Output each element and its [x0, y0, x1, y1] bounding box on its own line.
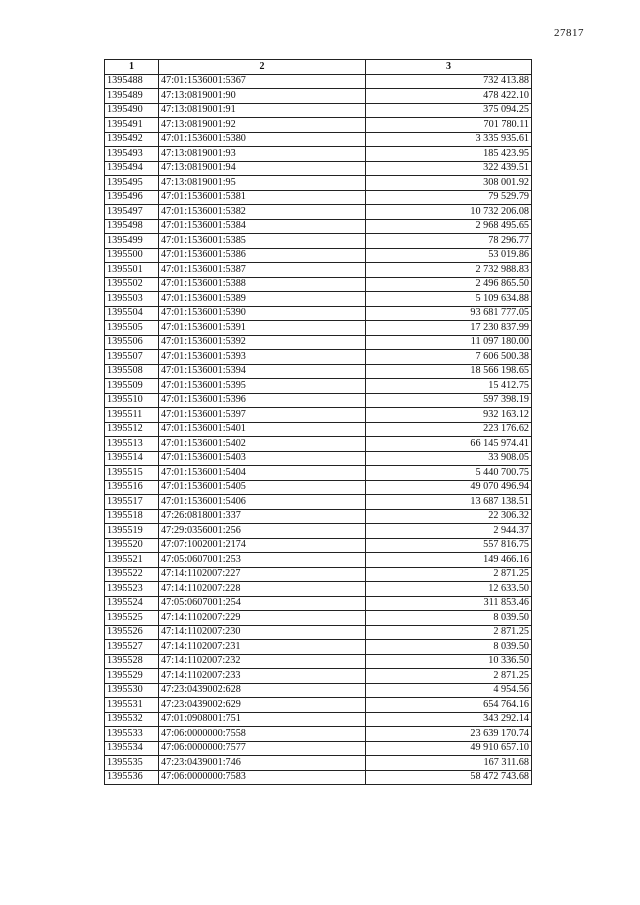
- row-number-cell: 1395510: [105, 393, 159, 408]
- value-cell: 4 954.56: [366, 683, 532, 698]
- row-number-cell: 1395525: [105, 611, 159, 626]
- row-number-cell: 1395530: [105, 683, 159, 698]
- table-row: [105, 379, 532, 394]
- cadastral-number-cell: 47:13:0819001:90: [159, 89, 366, 104]
- cadastral-number-cell: 47:26:0818001:337: [159, 509, 366, 524]
- table-row: [105, 509, 532, 524]
- data-table: [104, 59, 532, 785]
- table-row: [105, 770, 532, 785]
- value-cell: 58 472 743.68: [366, 770, 532, 785]
- value-cell: 167 311.68: [366, 756, 532, 771]
- column-header-2: 2: [159, 60, 366, 75]
- table-row: [105, 495, 532, 510]
- row-number-cell: 1395520: [105, 538, 159, 553]
- value-cell: 2 944.37: [366, 524, 532, 539]
- row-number-cell: 1395515: [105, 466, 159, 481]
- value-cell: 22 306.32: [366, 509, 532, 524]
- cadastral-number-cell: 47:01:1536001:5390: [159, 306, 366, 321]
- table-row: [105, 364, 532, 379]
- table-row: [105, 132, 532, 147]
- table-row: [105, 147, 532, 162]
- value-cell: 375 094.25: [366, 103, 532, 118]
- row-number-cell: 1395501: [105, 263, 159, 278]
- value-cell: 93 681 777.05: [366, 306, 532, 321]
- cadastral-number-cell: 47:01:1536001:5367: [159, 74, 366, 89]
- cadastral-number-cell: 47:01:1536001:5403: [159, 451, 366, 466]
- cadastral-number-cell: 47:29:0356001:256: [159, 524, 366, 539]
- row-number-cell: 1395493: [105, 147, 159, 162]
- table-row: [105, 625, 532, 640]
- value-cell: 23 639 170.74: [366, 727, 532, 742]
- table-row: [105, 103, 532, 118]
- row-number-cell: 1395513: [105, 437, 159, 452]
- table-row: [105, 161, 532, 176]
- table-row: [105, 205, 532, 220]
- row-number-cell: 1395490: [105, 103, 159, 118]
- cadastral-number-cell: 47:14:1102007:228: [159, 582, 366, 597]
- table-row: [105, 698, 532, 713]
- value-cell: 49 070 496.94: [366, 480, 532, 495]
- table-row: [105, 277, 532, 292]
- row-number-cell: 1395521: [105, 553, 159, 568]
- table-row: [105, 596, 532, 611]
- value-cell: 33 908.05: [366, 451, 532, 466]
- cadastral-number-cell: 47:01:1536001:5392: [159, 335, 366, 350]
- value-cell: 654 764.16: [366, 698, 532, 713]
- cadastral-number-cell: 47:01:1536001:5382: [159, 205, 366, 220]
- table-row: [105, 335, 532, 350]
- table-row: [105, 669, 532, 684]
- row-number-cell: 1395535: [105, 756, 159, 771]
- value-cell: 5 440 700.75: [366, 466, 532, 481]
- cadastral-number-cell: 47:01:1536001:5381: [159, 190, 366, 205]
- value-cell: 10 732 206.08: [366, 205, 532, 220]
- page-number: 27817: [554, 27, 584, 39]
- row-number-cell: 1395527: [105, 640, 159, 655]
- table-row: [105, 683, 532, 698]
- value-cell: 149 466.16: [366, 553, 532, 568]
- value-cell: 932 163.12: [366, 408, 532, 423]
- cadastral-number-cell: 47:07:1002001:2174: [159, 538, 366, 553]
- cadastral-number-cell: 47:01:1536001:5385: [159, 234, 366, 249]
- row-number-cell: 1395523: [105, 582, 159, 597]
- value-cell: 11 097 180.00: [366, 335, 532, 350]
- value-cell: 13 687 138.51: [366, 495, 532, 510]
- row-number-cell: 1395514: [105, 451, 159, 466]
- row-number-cell: 1395519: [105, 524, 159, 539]
- row-number-cell: 1395516: [105, 480, 159, 495]
- cadastral-number-cell: 47:14:1102007:230: [159, 625, 366, 640]
- row-number-cell: 1395504: [105, 306, 159, 321]
- row-number-cell: 1395511: [105, 408, 159, 423]
- cadastral-number-cell: 47:01:1536001:5406: [159, 495, 366, 510]
- row-number-cell: 1395508: [105, 364, 159, 379]
- row-number-cell: 1395533: [105, 727, 159, 742]
- table-body: [105, 74, 532, 785]
- row-number-cell: 1395507: [105, 350, 159, 365]
- value-cell: 8 039.50: [366, 640, 532, 655]
- cadastral-number-cell: 47:23:0439002:628: [159, 683, 366, 698]
- row-number-cell: 1395531: [105, 698, 159, 713]
- value-cell: 478 422.10: [366, 89, 532, 104]
- row-number-cell: 1395526: [105, 625, 159, 640]
- value-cell: 78 296.77: [366, 234, 532, 249]
- row-number-cell: 1395503: [105, 292, 159, 307]
- table-row: [105, 727, 532, 742]
- cadastral-number-cell: 47:13:0819001:93: [159, 147, 366, 162]
- table-row: [105, 640, 532, 655]
- cadastral-number-cell: 47:05:0607001:254: [159, 596, 366, 611]
- row-number-cell: 1395506: [105, 335, 159, 350]
- table-row: [105, 408, 532, 423]
- row-number-cell: 1395492: [105, 132, 159, 147]
- value-cell: 343 292.14: [366, 712, 532, 727]
- table-row: [105, 118, 532, 133]
- cadastral-number-cell: 47:01:1536001:5394: [159, 364, 366, 379]
- table-row: [105, 234, 532, 249]
- cadastral-number-cell: 47:14:1102007:229: [159, 611, 366, 626]
- row-number-cell: 1395528: [105, 654, 159, 669]
- value-cell: 12 633.50: [366, 582, 532, 597]
- table-row: [105, 74, 532, 89]
- value-cell: 597 398.19: [366, 393, 532, 408]
- value-cell: 18 566 198.65: [366, 364, 532, 379]
- cadastral-number-cell: 47:01:1536001:5396: [159, 393, 366, 408]
- row-number-cell: 1395518: [105, 509, 159, 524]
- value-cell: 2 871.25: [366, 567, 532, 582]
- cadastral-number-cell: 47:13:0819001:95: [159, 176, 366, 191]
- cadastral-number-cell: 47:05:0607001:253: [159, 553, 366, 568]
- row-number-cell: 1395512: [105, 422, 159, 437]
- cadastral-number-cell: 47:14:1102007:233: [159, 669, 366, 684]
- value-cell: 66 145 974.41: [366, 437, 532, 452]
- table-row: [105, 321, 532, 336]
- cadastral-number-cell: 47:23:0439001:746: [159, 756, 366, 771]
- value-cell: 308 001.92: [366, 176, 532, 191]
- value-cell: 2 871.25: [366, 625, 532, 640]
- row-number-cell: 1395495: [105, 176, 159, 191]
- column-header-3: 3: [366, 60, 532, 75]
- row-number-cell: 1395524: [105, 596, 159, 611]
- value-cell: 2 732 988.83: [366, 263, 532, 278]
- value-cell: 223 176.62: [366, 422, 532, 437]
- value-cell: 15 412.75: [366, 379, 532, 394]
- row-number-cell: 1395517: [105, 495, 159, 510]
- cadastral-number-cell: 47:01:1536001:5404: [159, 466, 366, 481]
- row-number-cell: 1395505: [105, 321, 159, 336]
- cadastral-number-cell: 47:01:1536001:5386: [159, 248, 366, 263]
- row-number-cell: 1395496: [105, 190, 159, 205]
- value-cell: 53 019.86: [366, 248, 532, 263]
- row-number-cell: 1395534: [105, 741, 159, 756]
- cadastral-number-cell: 47:06:0000000:7583: [159, 770, 366, 785]
- value-cell: 17 230 837.99: [366, 321, 532, 336]
- table-row: [105, 263, 532, 278]
- value-cell: 701 780.11: [366, 118, 532, 133]
- value-cell: 185 423.95: [366, 147, 532, 162]
- table-row: [105, 756, 532, 771]
- table-header-row: [105, 60, 532, 75]
- table-row: [105, 480, 532, 495]
- cadastral-number-cell: 47:01:1536001:5389: [159, 292, 366, 307]
- table-row: [105, 451, 532, 466]
- cadastral-number-cell: 47:01:1536001:5388: [159, 277, 366, 292]
- row-number-cell: 1395529: [105, 669, 159, 684]
- value-cell: 2 871.25: [366, 669, 532, 684]
- row-number-cell: 1395532: [105, 712, 159, 727]
- cadastral-number-cell: 47:01:1536001:5395: [159, 379, 366, 394]
- value-cell: 732 413.88: [366, 74, 532, 89]
- cadastral-number-cell: 47:01:0908001:751: [159, 712, 366, 727]
- value-cell: 79 529.79: [366, 190, 532, 205]
- value-cell: 2 968 495.65: [366, 219, 532, 234]
- cadastral-number-cell: 47:23:0439002:629: [159, 698, 366, 713]
- value-cell: 49 910 657.10: [366, 741, 532, 756]
- cadastral-number-cell: 47:01:1536001:5393: [159, 350, 366, 365]
- cadastral-number-cell: 47:13:0819001:91: [159, 103, 366, 118]
- row-number-cell: 1395500: [105, 248, 159, 263]
- table-row: [105, 611, 532, 626]
- table-row: [105, 190, 532, 205]
- cadastral-number-cell: 47:14:1102007:232: [159, 654, 366, 669]
- table-row: [105, 393, 532, 408]
- cadastral-number-cell: 47:13:0819001:92: [159, 118, 366, 133]
- value-cell: 322 439.51: [366, 161, 532, 176]
- cadastral-number-cell: 47:01:1536001:5402: [159, 437, 366, 452]
- value-cell: 311 853.46: [366, 596, 532, 611]
- table-row: [105, 422, 532, 437]
- row-number-cell: 1395488: [105, 74, 159, 89]
- cadastral-number-cell: 47:01:1536001:5380: [159, 132, 366, 147]
- value-cell: 2 496 865.50: [366, 277, 532, 292]
- table-row: [105, 741, 532, 756]
- cadastral-number-cell: 47:06:0000000:7577: [159, 741, 366, 756]
- row-number-cell: 1395536: [105, 770, 159, 785]
- table-row: [105, 248, 532, 263]
- table-row: [105, 306, 532, 321]
- table-row: [105, 219, 532, 234]
- cadastral-number-cell: 47:06:0000000:7558: [159, 727, 366, 742]
- cadastral-number-cell: 47:14:1102007:227: [159, 567, 366, 582]
- table-row: [105, 654, 532, 669]
- table-row: [105, 437, 532, 452]
- table-row: [105, 567, 532, 582]
- cadastral-number-cell: 47:13:0819001:94: [159, 161, 366, 176]
- row-number-cell: 1395491: [105, 118, 159, 133]
- cadastral-number-cell: 47:01:1536001:5401: [159, 422, 366, 437]
- row-number-cell: 1395509: [105, 379, 159, 394]
- value-cell: 8 039.50: [366, 611, 532, 626]
- table-row: [105, 466, 532, 481]
- cadastral-number-cell: 47:01:1536001:5397: [159, 408, 366, 423]
- cadastral-number-cell: 47:01:1536001:5391: [159, 321, 366, 336]
- column-header-1: 1: [105, 60, 159, 75]
- value-cell: 5 109 634.88: [366, 292, 532, 307]
- table-row: [105, 524, 532, 539]
- table-row: [105, 176, 532, 191]
- row-number-cell: 1395499: [105, 234, 159, 249]
- table-row: [105, 538, 532, 553]
- cadastral-number-cell: 47:14:1102007:231: [159, 640, 366, 655]
- row-number-cell: 1395494: [105, 161, 159, 176]
- table-row: [105, 292, 532, 307]
- value-cell: 557 816.75: [366, 538, 532, 553]
- table-row: [105, 350, 532, 365]
- value-cell: 10 336.50: [366, 654, 532, 669]
- table-row: [105, 582, 532, 597]
- cadastral-number-cell: 47:01:1536001:5384: [159, 219, 366, 234]
- table-row: [105, 712, 532, 727]
- cadastral-number-cell: 47:01:1536001:5387: [159, 263, 366, 278]
- row-number-cell: 1395502: [105, 277, 159, 292]
- row-number-cell: 1395489: [105, 89, 159, 104]
- cadastral-number-cell: 47:01:1536001:5405: [159, 480, 366, 495]
- row-number-cell: 1395497: [105, 205, 159, 220]
- value-cell: 3 335 935.61: [366, 132, 532, 147]
- table-row: [105, 553, 532, 568]
- row-number-cell: 1395522: [105, 567, 159, 582]
- table-row: [105, 89, 532, 104]
- value-cell: 7 606 500.38: [366, 350, 532, 365]
- row-number-cell: 1395498: [105, 219, 159, 234]
